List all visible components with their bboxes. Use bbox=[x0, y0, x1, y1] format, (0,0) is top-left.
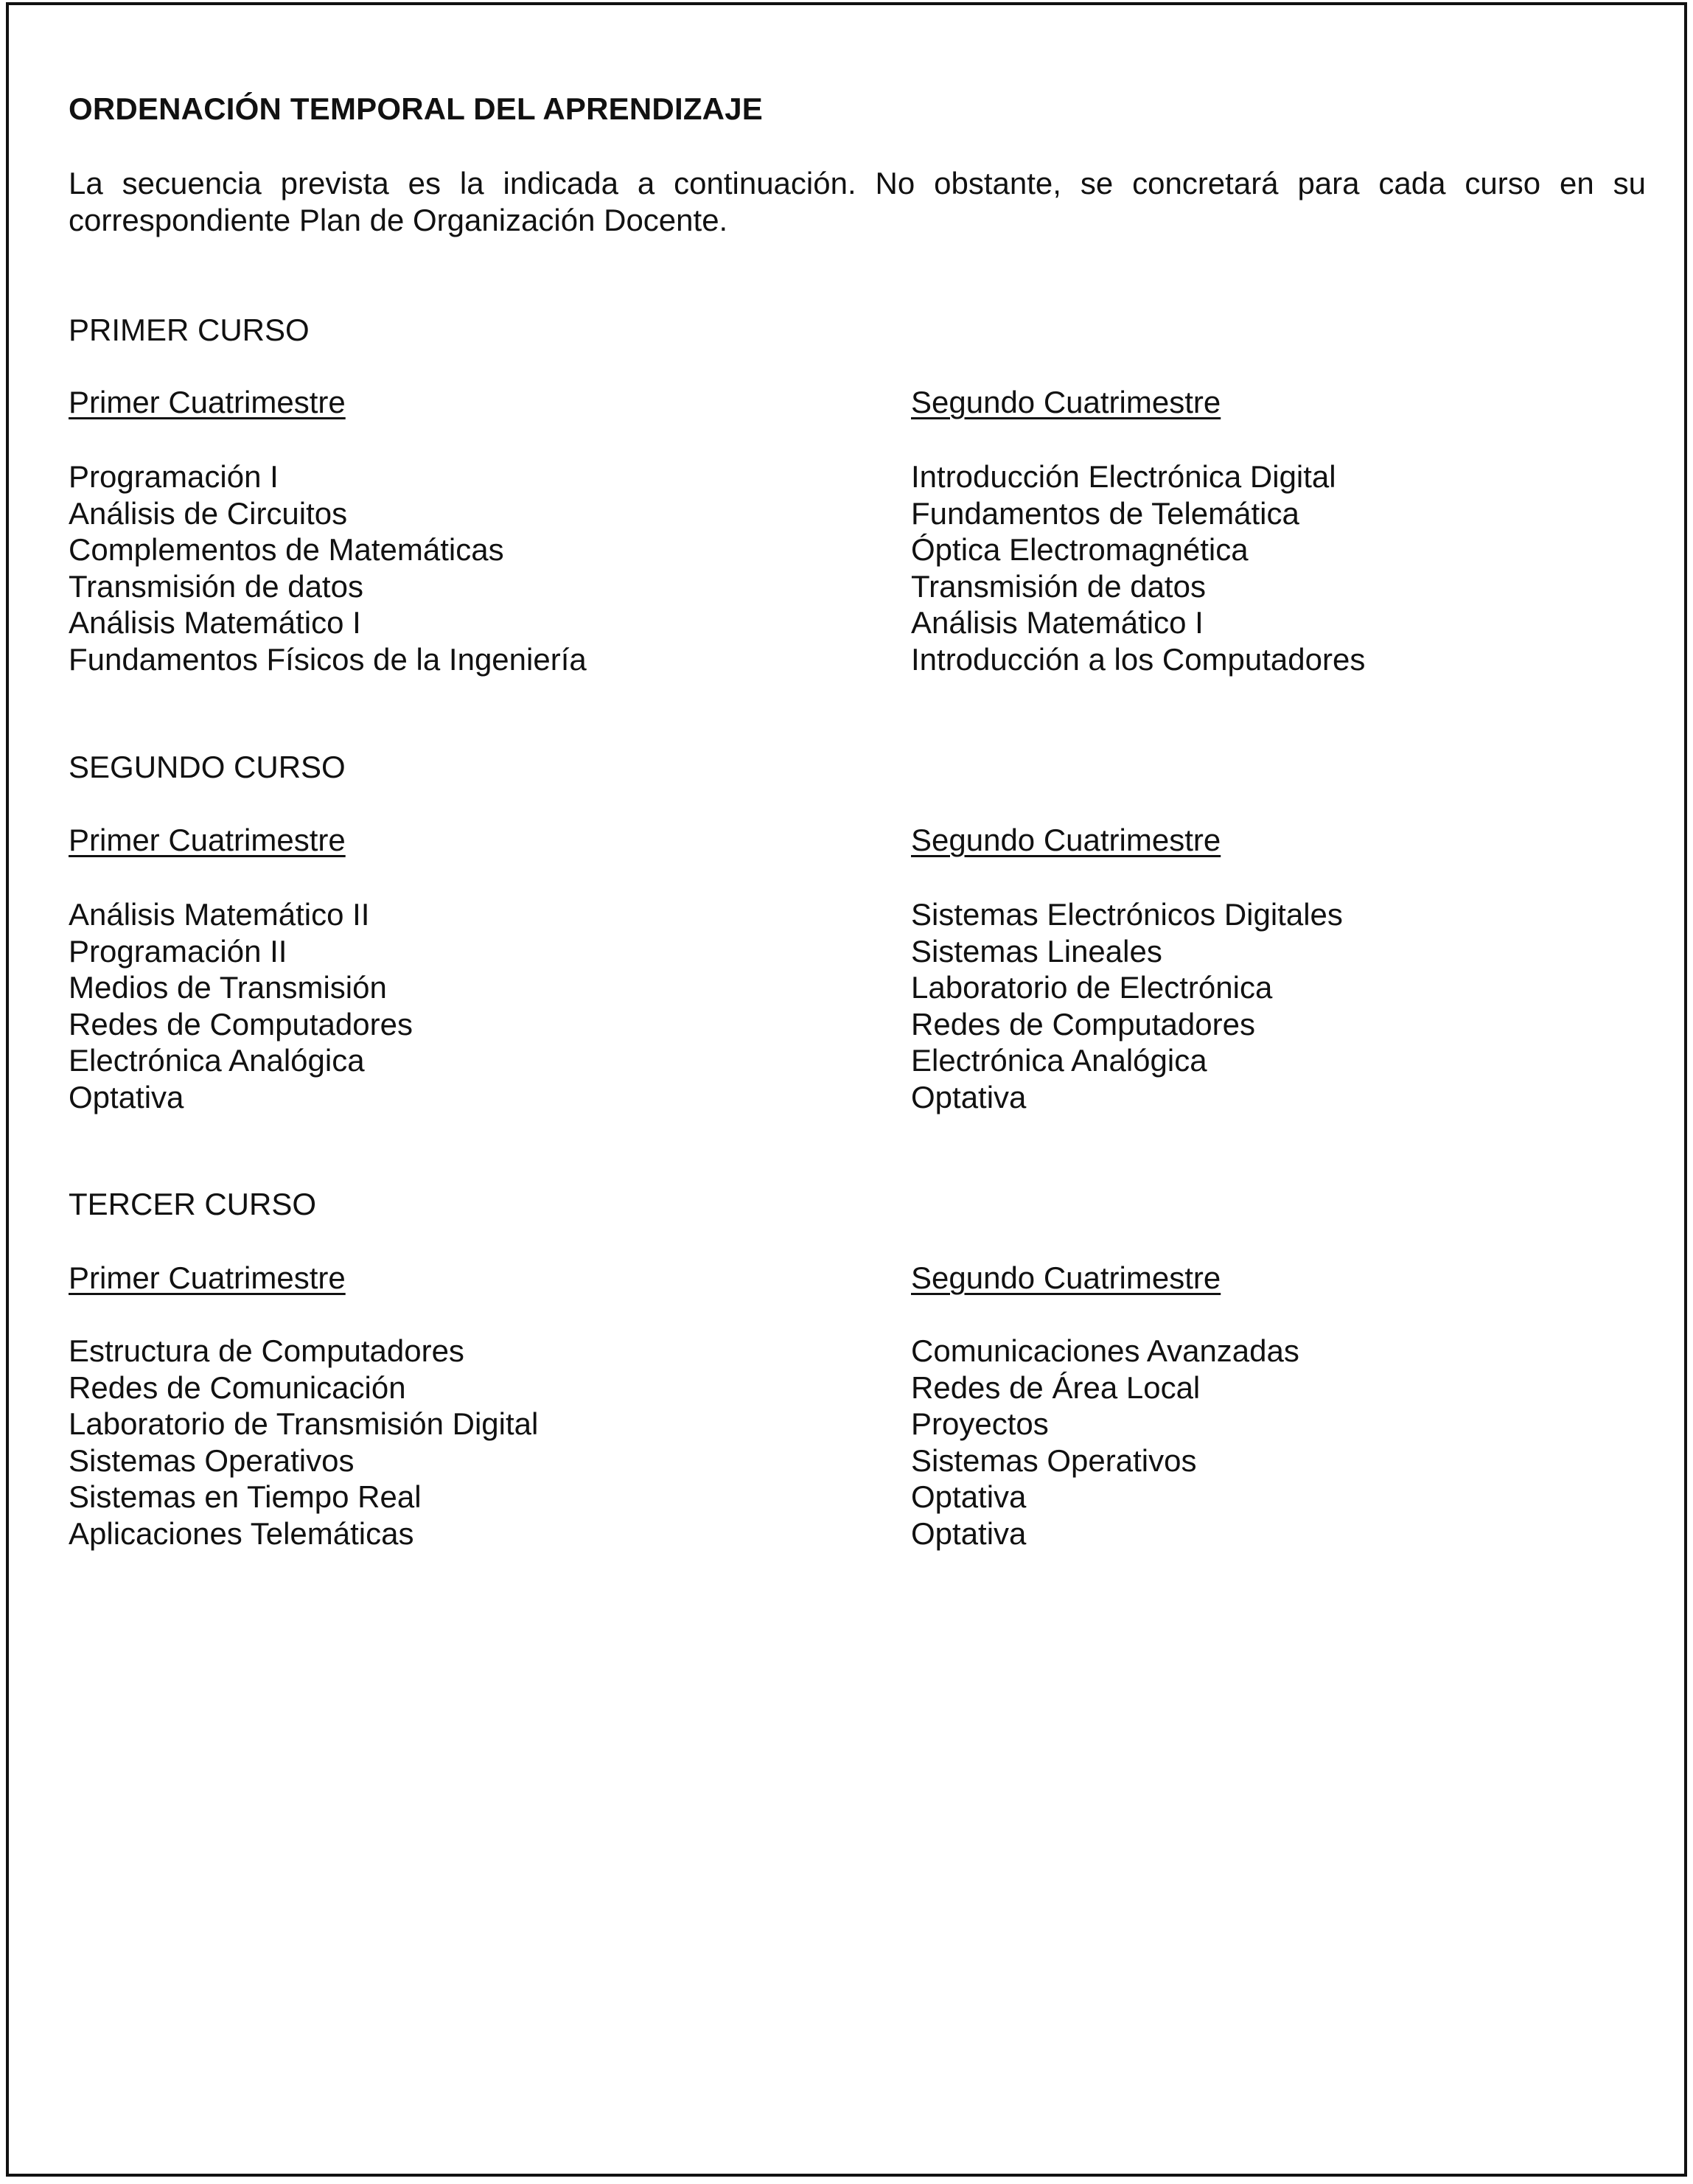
list-item: Sistemas Operativos bbox=[69, 1442, 355, 1478]
list-item: Laboratorio de Transmisión Digital bbox=[69, 1406, 539, 1442]
list-item: Análisis de Circuitos bbox=[69, 495, 348, 531]
list-item: Redes de Área Local bbox=[911, 1370, 1201, 1405]
list-item: Complementos de Matemáticas bbox=[69, 532, 504, 568]
list-item: Optativa bbox=[911, 1515, 1027, 1551]
list-item: Análisis Matemático I bbox=[69, 605, 361, 641]
subject-list-tercer-2 bbox=[911, 1333, 1299, 1552]
intro-paragraph bbox=[69, 165, 1646, 239]
subject-list-segundo-1 bbox=[69, 896, 413, 1116]
term-heading-tercer-1: Primer Cuatrimestre bbox=[69, 1260, 346, 1295]
list-item: Optativa bbox=[911, 1079, 1027, 1114]
list-item: Programación II bbox=[69, 933, 287, 969]
list-item: Fundamentos Físicos de la Ingeniería bbox=[69, 641, 587, 677]
term-heading-tercer-2: Segundo Cuatrimestre bbox=[911, 1260, 1221, 1295]
list-item: Medios de Transmisión bbox=[69, 970, 387, 1005]
list-item: Electrónica Analógica bbox=[69, 1043, 365, 1078]
subject-list-tercer-1 bbox=[69, 1333, 538, 1552]
list-item: Introducción Electrónica Digital bbox=[911, 459, 1336, 494]
list-item: Redes de Comunicación bbox=[69, 1370, 406, 1405]
list-item: Sistemas Lineales bbox=[911, 933, 1162, 969]
term-heading-primer-1: Primer Cuatrimestre bbox=[69, 385, 346, 419]
term-heading-segundo-1: Primer Cuatrimestre bbox=[69, 823, 346, 857]
list-item: Sistemas Operativos bbox=[911, 1442, 1197, 1478]
list-item: Fundamentos de Telemática bbox=[911, 495, 1299, 531]
list-item: Análisis Matemático II bbox=[69, 897, 370, 932]
course-heading-segundo: SEGUNDO CURSO bbox=[69, 750, 346, 784]
list-item: Sistemas Electrónicos Digitales bbox=[911, 897, 1343, 932]
term-heading-segundo-2: Segundo Cuatrimestre bbox=[911, 823, 1221, 857]
list-item: Optativa bbox=[69, 1079, 184, 1114]
intro-line-1: La secuencia prevista es la indicada a continuación. No obstante, se concretará para cada curso en su bbox=[69, 166, 1646, 200]
document-title: ORDENACIÓN TEMPORAL DEL APRENDIZAJE bbox=[69, 91, 763, 126]
list-item: Proyectos bbox=[911, 1406, 1049, 1442]
list-item: Análisis Matemático I bbox=[911, 605, 1204, 641]
list-item: Optativa bbox=[911, 1479, 1027, 1515]
list-item: Redes de Computadores bbox=[911, 1006, 1255, 1042]
list-item: Laboratorio de Electrónica bbox=[911, 970, 1273, 1005]
intro-line-2: correspondiente Plan de Organización Docente. bbox=[69, 203, 728, 237]
list-item: Electrónica Analógica bbox=[911, 1043, 1207, 1078]
subject-list-primer-2 bbox=[911, 458, 1365, 678]
list-item: Sistemas en Tiempo Real bbox=[69, 1479, 422, 1515]
list-item: Estructura de Computadores bbox=[69, 1333, 464, 1368]
course-heading-tercer: TERCER CURSO bbox=[69, 1187, 317, 1221]
list-item: Aplicaciones Telemáticas bbox=[69, 1515, 414, 1551]
term-heading-primer-2: Segundo Cuatrimestre bbox=[911, 385, 1221, 419]
list-item: Comunicaciones Avanzadas bbox=[911, 1333, 1299, 1368]
course-heading-primer: PRIMER CURSO bbox=[69, 313, 310, 347]
list-item: Transmisión de datos bbox=[911, 568, 1206, 604]
list-item: Transmisión de datos bbox=[69, 568, 363, 604]
subject-list-primer-1 bbox=[69, 458, 587, 678]
list-item: Introducción a los Computadores bbox=[911, 641, 1366, 677]
subject-list-segundo-2 bbox=[911, 896, 1343, 1116]
list-item: Redes de Computadores bbox=[69, 1006, 413, 1042]
list-item: Programación I bbox=[69, 459, 279, 494]
list-item: Óptica Electromagnética bbox=[911, 532, 1249, 568]
